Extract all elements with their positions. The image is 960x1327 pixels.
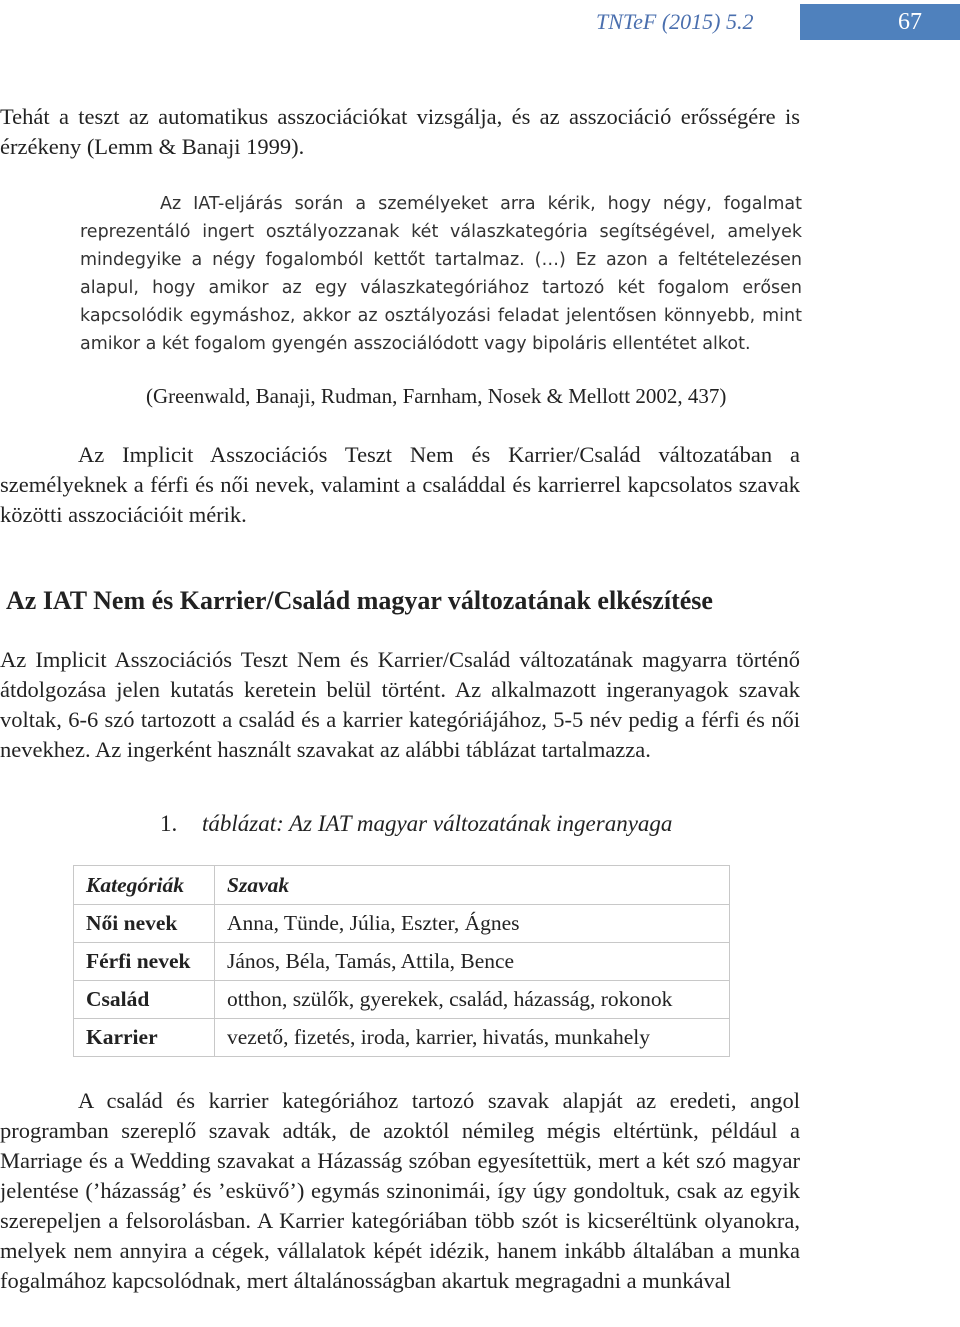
row-words: Anna, Tünde, Júlia, Eszter, Ágnes <box>215 905 730 943</box>
row-words: vezető, fizetés, iroda, karrier, hivatás, munkahely <box>215 1019 730 1057</box>
page-number: 67 <box>800 4 960 40</box>
section-body-paragraph: Az Implicit Asszociációs Teszt Nem és Karrier/Család változatának magyarra történő átdolgozása jelen kutatás keretein belül történt. Az alkalmazott ingeranyagok szavak voltak, 6-6 szó tartozott a család és a karrier kategóriájához, 5-5 név pedig a férfi és női nevekhez. Az ingerként használt szavakat az alábbi táblázat tartalmazza. <box>0 647 800 762</box>
row-category: Család <box>74 981 215 1019</box>
table-row <box>74 1019 730 1057</box>
header-words: Szavak <box>215 866 730 905</box>
iat-intro-paragraph <box>0 440 800 530</box>
block-quote <box>80 190 802 358</box>
section-heading: Az IAT Nem és Karrier/Család magyar változatának elkészítése <box>6 586 713 615</box>
table-caption-text: táblázat: Az IAT magyar változatának ingeranyaga <box>202 811 673 836</box>
row-category: Női nevek <box>74 905 215 943</box>
row-category: Férfi nevek <box>74 943 215 981</box>
row-category: Karrier <box>74 1019 215 1057</box>
intro-paragraph: Tehát a teszt az automatikus asszociációkat vizsgálja, és az asszociáció erősségére is érzékeny (Lemm & Banaji 1999). <box>0 104 800 159</box>
journal-header: TNTeF (2015) 5.2 <box>596 9 754 34</box>
table-row <box>74 905 730 943</box>
header-category: Kategóriák <box>74 866 215 905</box>
table-row <box>74 943 730 981</box>
closing-paragraph <box>0 1086 800 1296</box>
table-header-row <box>74 866 730 905</box>
stimulus-table <box>73 865 730 1057</box>
iat-intro-text: Az Implicit Asszociációs Teszt Nem és Karrier/Család változatában a személyeknek a férfi és női nevek, valamint a családdal és karrierrel kapcsolatos szavak közötti asszociációit mérik. <box>0 442 800 527</box>
closing-text: A család és karrier kategóriához tartozó szavak alapját az eredeti, angol programban szereplő szavak adták, de azoktól némileg mégis eltértünk, például a Marriage és a Wedding szavakat a Házasság szóban egyesítettük, mert a két szó magyar jelentése (’házasság’ és ’esküvő’) egymás szinonimái, így úgy gondoltuk, csak az egyik szerepeljen a felsorolásban. A Karrier kategóriában több szót is kicseréltünk olyanokra, melyek nem annyira a cégek, vállalatok képét idézik, hanem inkább általában a munka fogalmához kapcsolódnak, mert általánosságban akartuk megragadni a munkával <box>0 1088 800 1293</box>
table-caption <box>160 808 760 840</box>
table-row <box>74 981 730 1019</box>
table-caption-number: 1. <box>160 811 178 836</box>
quote-text: Az IAT-eljárás során a személyeket arra kérik, hogy négy, fogalmat reprezentáló ingert osztályozzanak két válaszkategória segítségével, amelyek mindegyike a négy fogalomból kettőt tartalmaz. (…) Ez azon a feltételezésen alapul, hogy amikor az egy válaszkategóriához tartozó két fogalom erősen kapcsolódik egymáshoz, akkor az osztályozási feladat jelentősen könnyebb, mint amikor a két fogalom gyengén asszociálódott vagy bipoláris ellentétet alkot. <box>80 194 802 354</box>
row-words: János, Béla, Tamás, Attila, Bence <box>215 943 730 981</box>
row-words: otthon, szülők, gyerekek, család, házasság, rokonok <box>215 981 730 1019</box>
quote-citation: (Greenwald, Banaji, Rudman, Farnham, Nosek & Mellott 2002, 437) <box>146 384 727 408</box>
